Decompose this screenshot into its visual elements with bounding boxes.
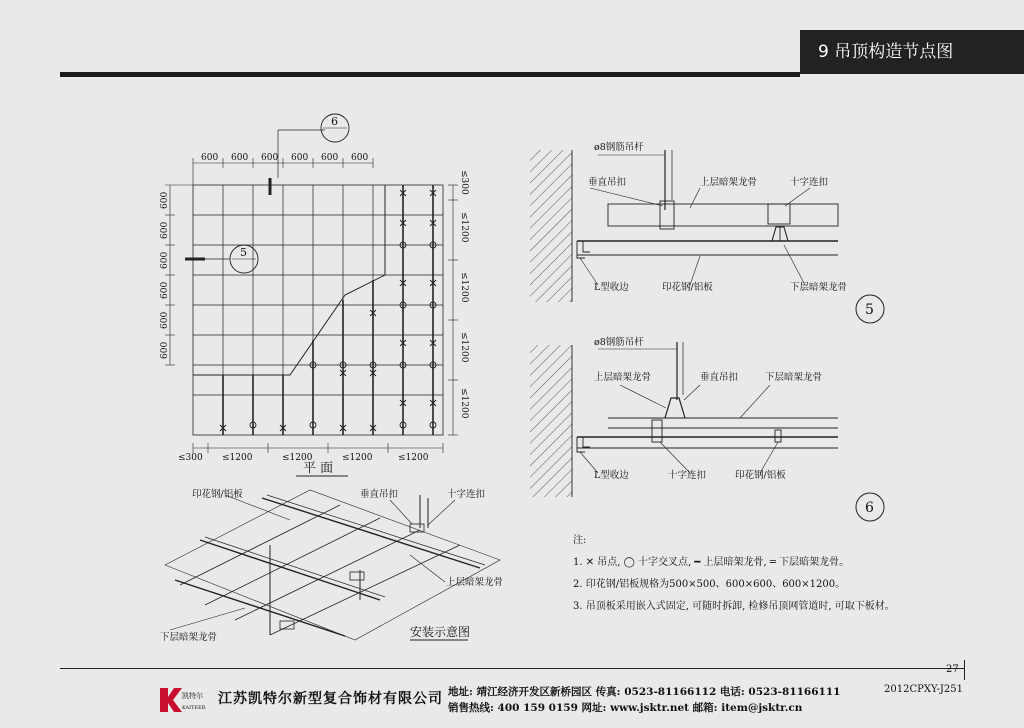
d5-edge-label: L型收边: [594, 282, 629, 293]
dim-right-1: ≤300: [459, 170, 469, 195]
d6-clip-label: 垂直吊扣: [700, 372, 739, 383]
d5-clip-label: 垂直吊扣: [588, 177, 627, 188]
d6-lower-keel-label: 下层暗架龙骨: [765, 372, 823, 383]
footer-address: 地址: 靖江经济开发区新桥园区 传真: 0523-81166112 电话: 0523-81166111: [448, 686, 841, 698]
footer-tick: [964, 660, 965, 680]
dim-left-5: 600: [160, 311, 170, 329]
dim-bottom-3: ≤1200: [282, 453, 313, 463]
dim-bottom-5: ≤1200: [398, 453, 429, 463]
d5-lower-keel-label: 下层暗架龙骨: [790, 282, 848, 293]
company-name: 江苏凯特尔新型复合饰材有限公司: [218, 691, 443, 707]
dim-top-2: 600: [231, 153, 249, 163]
detail-6-labels: [594, 336, 874, 516]
footer-rule: [60, 668, 964, 669]
iso-cross-label: 十字连扣: [447, 489, 486, 500]
iso-labels: [160, 488, 504, 643]
notes: [573, 530, 895, 618]
logo-cn-text: 凯特尔: [182, 692, 203, 700]
detail-5: [530, 150, 884, 323]
dim-right-3: ≤1200: [459, 272, 469, 303]
dim-right-4: ≤1200: [459, 332, 469, 363]
d6-edge-label: L型收边: [594, 470, 629, 481]
iso-lower-keel-label: 下层暗架龙骨: [160, 632, 218, 643]
plan-dim-lines: [165, 158, 458, 453]
plan-caption: 平 面: [303, 461, 334, 476]
dim-bottom-1: ≤300: [178, 453, 203, 463]
d5-upper-keel-label: 上层暗架龙骨: [700, 177, 758, 188]
dim-bottom-4: ≤1200: [342, 453, 373, 463]
dim-top-3: 600: [261, 153, 279, 163]
dim-top-5: 600: [321, 153, 339, 163]
dim-bottom-2: ≤1200: [222, 453, 253, 463]
plan-view: [165, 114, 458, 476]
d6-cross-label: 十字连扣: [668, 470, 707, 481]
d5-panel-label: 印花钢/铝板: [662, 282, 713, 293]
plan-dim-labels: [160, 115, 469, 476]
page-number: 27: [946, 664, 959, 675]
dim-top-1: 600: [201, 153, 219, 163]
plan-cut-line: [193, 185, 385, 375]
drawing-code: 2012CPXY-J251: [884, 684, 963, 695]
d5-rod-label: ø8钢筋吊杆: [594, 142, 644, 153]
dim-top-6: 600: [351, 153, 369, 163]
notes-title: 注:: [573, 535, 587, 546]
dim-left-3: 600: [160, 251, 170, 269]
note-line-2: 2. 印花钢/铝板规格为500×500、600×600、600×1200。: [573, 579, 846, 590]
d6-upper-keel-label: 上层暗架龙骨: [594, 372, 652, 383]
dim-top-4: 600: [291, 153, 309, 163]
iso-clip-label: 垂直吊扣: [360, 489, 399, 500]
dim-right-5: ≤1200: [459, 388, 469, 419]
dim-left-6: 600: [160, 341, 170, 359]
d6-rod-label: ø8钢筋吊杆: [594, 337, 644, 348]
d6-number: 6: [865, 500, 874, 516]
page-title: 9 吊顶构造节点图: [800, 30, 1024, 74]
callout-left-number: 5: [240, 246, 247, 259]
detail-5-labels: [588, 141, 874, 318]
callout-top-number: 6: [331, 115, 338, 128]
plan-grid: [193, 185, 443, 435]
dim-right-2: ≤1200: [459, 212, 469, 243]
note-line-1: 1. ✕ 吊点, ◯ 十字交叉点, ━ 上层暗架龙骨, ═ 下层暗架龙骨。: [573, 557, 850, 568]
d5-number: 5: [865, 302, 874, 318]
d5-cross-label: 十字连扣: [790, 177, 829, 188]
footer-hotline: 销售热线: 400 159 0159 网址: www.jsktr.net 邮箱: item@jsktr.cn: [448, 702, 803, 714]
iso-upper-keel-label: 上层暗架龙骨: [446, 577, 504, 588]
company-logo: [160, 688, 206, 711]
detail-6: [530, 342, 884, 521]
logo-en-text: KAITEER: [182, 705, 206, 711]
dim-left-2: 600: [160, 221, 170, 239]
iso-caption: 安装示意图: [410, 625, 471, 639]
dim-left-1: 600: [160, 191, 170, 209]
iso-view: [165, 490, 500, 640]
iso-panel-label: 印花钢/铝板: [192, 489, 243, 500]
dim-left-4: 600: [160, 281, 170, 299]
d6-panel-label: 印花钢/铝板: [735, 470, 786, 481]
plan-keels: [223, 185, 433, 435]
note-line-3: 3. 吊顶板采用嵌入式固定, 可随时拆卸, 检修吊顶网管道时, 可取下板材。: [573, 601, 895, 612]
